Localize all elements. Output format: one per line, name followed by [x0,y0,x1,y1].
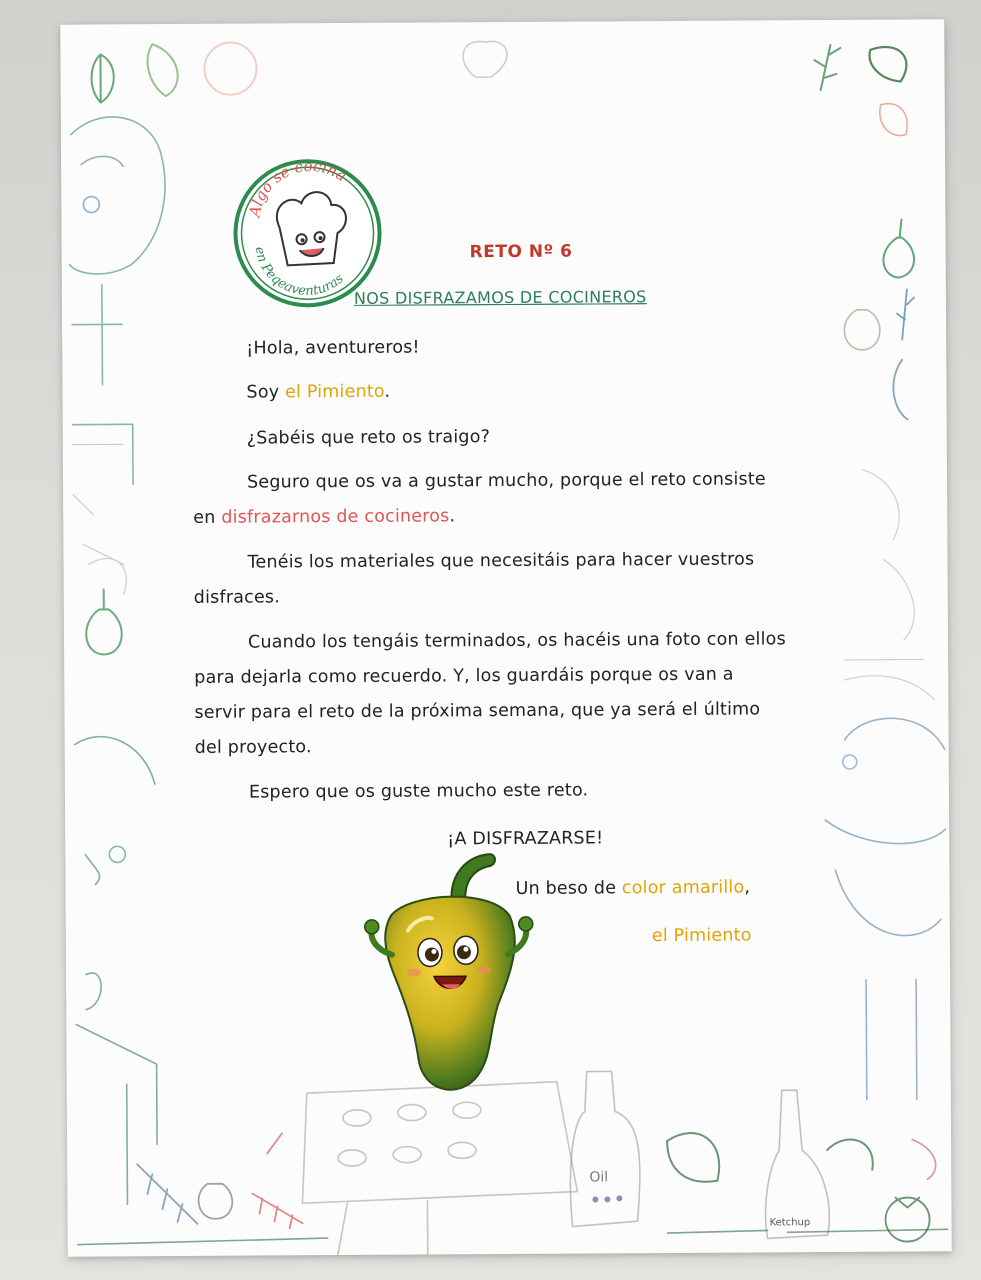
subtitle-prefix: NOS [353,288,395,308]
intro-line [246,375,390,410]
garlic-icon [86,589,122,654]
child-drawing-right [824,718,946,1100]
oil-label: Oil [589,1169,609,1186]
challenge-subtitle [354,287,647,308]
stamp-title-text: Algo se cocina [245,156,350,219]
tomato-icon [885,1197,929,1241]
challenge-title: RETO Nº 6 [469,241,573,263]
intro-suffix: . [384,381,391,402]
subtitle-main: DISFRAZAMOS DE COCINEROS [394,287,647,308]
letter-paper [60,19,952,1256]
paragraph-2-line-2: disfraces. [193,587,281,608]
baking-tray-drawing [302,1082,578,1256]
paragraph-1-line-2 [193,499,455,535]
herb-icon [252,1133,303,1228]
closing-color: color amarillo [621,877,745,899]
closing-line [515,871,750,906]
p1-prefix: en [193,507,222,528]
intro-prefix: Soy [246,382,286,403]
closing-prefix: Un beso de [515,878,622,899]
paragraph-3-line-4: del proyecto. [194,737,312,758]
child-drawing-left-bottom [75,736,158,1204]
exclamation: ¡A DISFRAZARSE! [447,828,604,850]
onion-icon [844,310,880,350]
p1-suffix: . [449,506,456,527]
child-drawing-left-top [69,117,167,485]
leaf-icon [912,1139,936,1179]
stamp-subtitle-text: en Peqeaventuras [251,245,347,299]
pepper-outline-icon [880,104,907,136]
intro-name: el Pimiento [284,381,385,403]
sketch-lines-left [73,444,127,594]
paragraph-1-line-1: Seguro que os va a gustar mucho, porque el reto consiste [246,469,766,493]
sketch-lines-right [843,469,934,700]
paragraph-3-line-3: servir para el reto de la próxima semana, que ya será el último [194,699,761,723]
garlic-icon [198,1184,232,1219]
leaf-icon [897,290,914,340]
ketchup-label: Ketchup [769,1217,811,1229]
leaf-icon [869,47,906,82]
leaf-icon [148,44,178,96]
herb-icon [137,1164,197,1224]
oil-bottle-drawing [570,1071,640,1226]
paragraph-4: Espero que os guste mucho este reto. [248,780,589,803]
baseline-lines [78,1229,948,1244]
paragraph-2-line-1: Tenéis los materiales que necesitáis para hacer vuestros [247,549,755,573]
garlic-icon [883,220,914,278]
paragraph-3-line-1: Cuando los tengáis terminados, os hacéis una foto con ellos [247,629,786,653]
p1-highlight: disfrazarnos de cocineros [221,506,450,528]
question-line: ¿Sabéis que reto os traigo? [246,427,491,449]
leaf-icon [91,54,113,102]
pepper-character-icon [361,844,539,1105]
greeting: ¡Hola, aventureros! [246,337,420,359]
closing-suffix: , [744,877,751,898]
ketchup-bottle-drawing [765,1090,830,1238]
paragraph-3-line-2: para dejarla como recuerdo. Y, los guardáis porque os van a [194,664,734,688]
onion-icon [463,41,507,77]
herb-icon [814,45,840,90]
leaf-icon [893,360,907,420]
signature: el Pimiento [651,925,752,947]
tomato-icon [204,43,256,95]
